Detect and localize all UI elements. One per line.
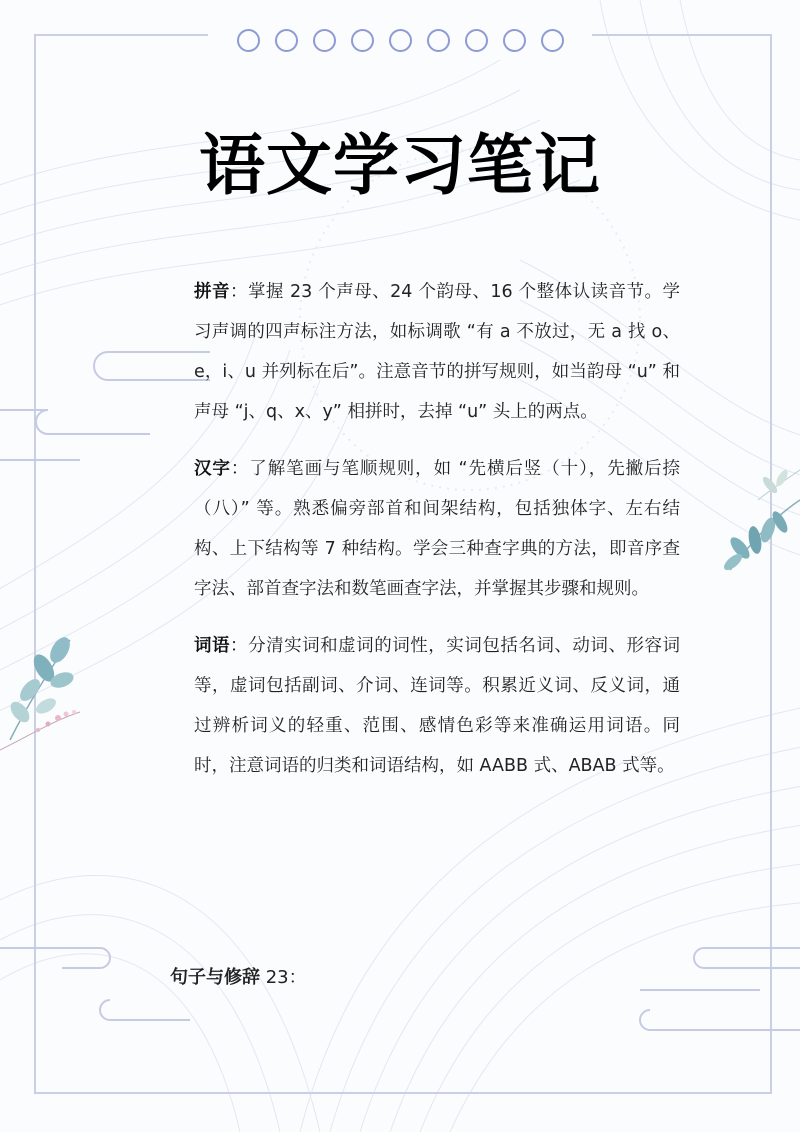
note-term: 词语 <box>194 636 231 656</box>
ring-icon <box>389 29 412 52</box>
note-paragraph-pinyin <box>194 272 680 432</box>
ring-icon <box>503 29 526 52</box>
ring-icon <box>465 29 488 52</box>
ring-icon <box>275 29 298 52</box>
note-text: ：掌握 23 个声母、24 个韵母、16 个整体认读音节。学习声调的四声标注方法，如标调歌 “有 a 不放过，无 a 找 o、e，i、u 并列标在后”。注意音节的拼写规则，如当韵母 “u” 和声母 “j、q、x、y” 相拼时，去掉 “u” 头上的两点。 <box>194 282 681 422</box>
ring-icon <box>541 29 564 52</box>
note-text: ：分清实词和虚词的词性，实词包括名词、动词、形容词等，虚词包括副词、介词、连词等。积累近义词、反义词，通过辨析词义的轻重、范围、感情色彩等来准确运用词语。同时，注意词语的归类和词语结构，如 AABB 式、ABAB 式等。 <box>194 636 681 776</box>
section-heading <box>170 958 307 998</box>
section-term: 句子与修辞 <box>170 967 260 988</box>
note-text: ：了解笔画与笔顺规则，如 “先横后竖（十），先撇后捺（八）” 等。熟悉偏旁部首和间架结构，包括独体字、左右结构、上下结构等 7 种结构。学会三种查字典的方法，即音序查字法、部首查字法和数笔画查字法，并掌握其步骤和规则。 <box>194 459 681 599</box>
ring-icon <box>351 29 374 52</box>
note-paragraph-ciyu <box>194 626 680 786</box>
note-term: 汉字 <box>194 459 231 479</box>
ring-icon <box>237 29 260 52</box>
page-title: 语文学习笔记 <box>199 127 601 204</box>
ring-icon <box>313 29 336 52</box>
notes-body <box>194 272 680 803</box>
binder-rings <box>208 20 592 60</box>
ring-icon <box>427 29 450 52</box>
note-paragraph-hanzi <box>194 449 680 609</box>
section-suffix: 23： <box>260 967 307 988</box>
note-term: 拼音 <box>194 282 230 302</box>
